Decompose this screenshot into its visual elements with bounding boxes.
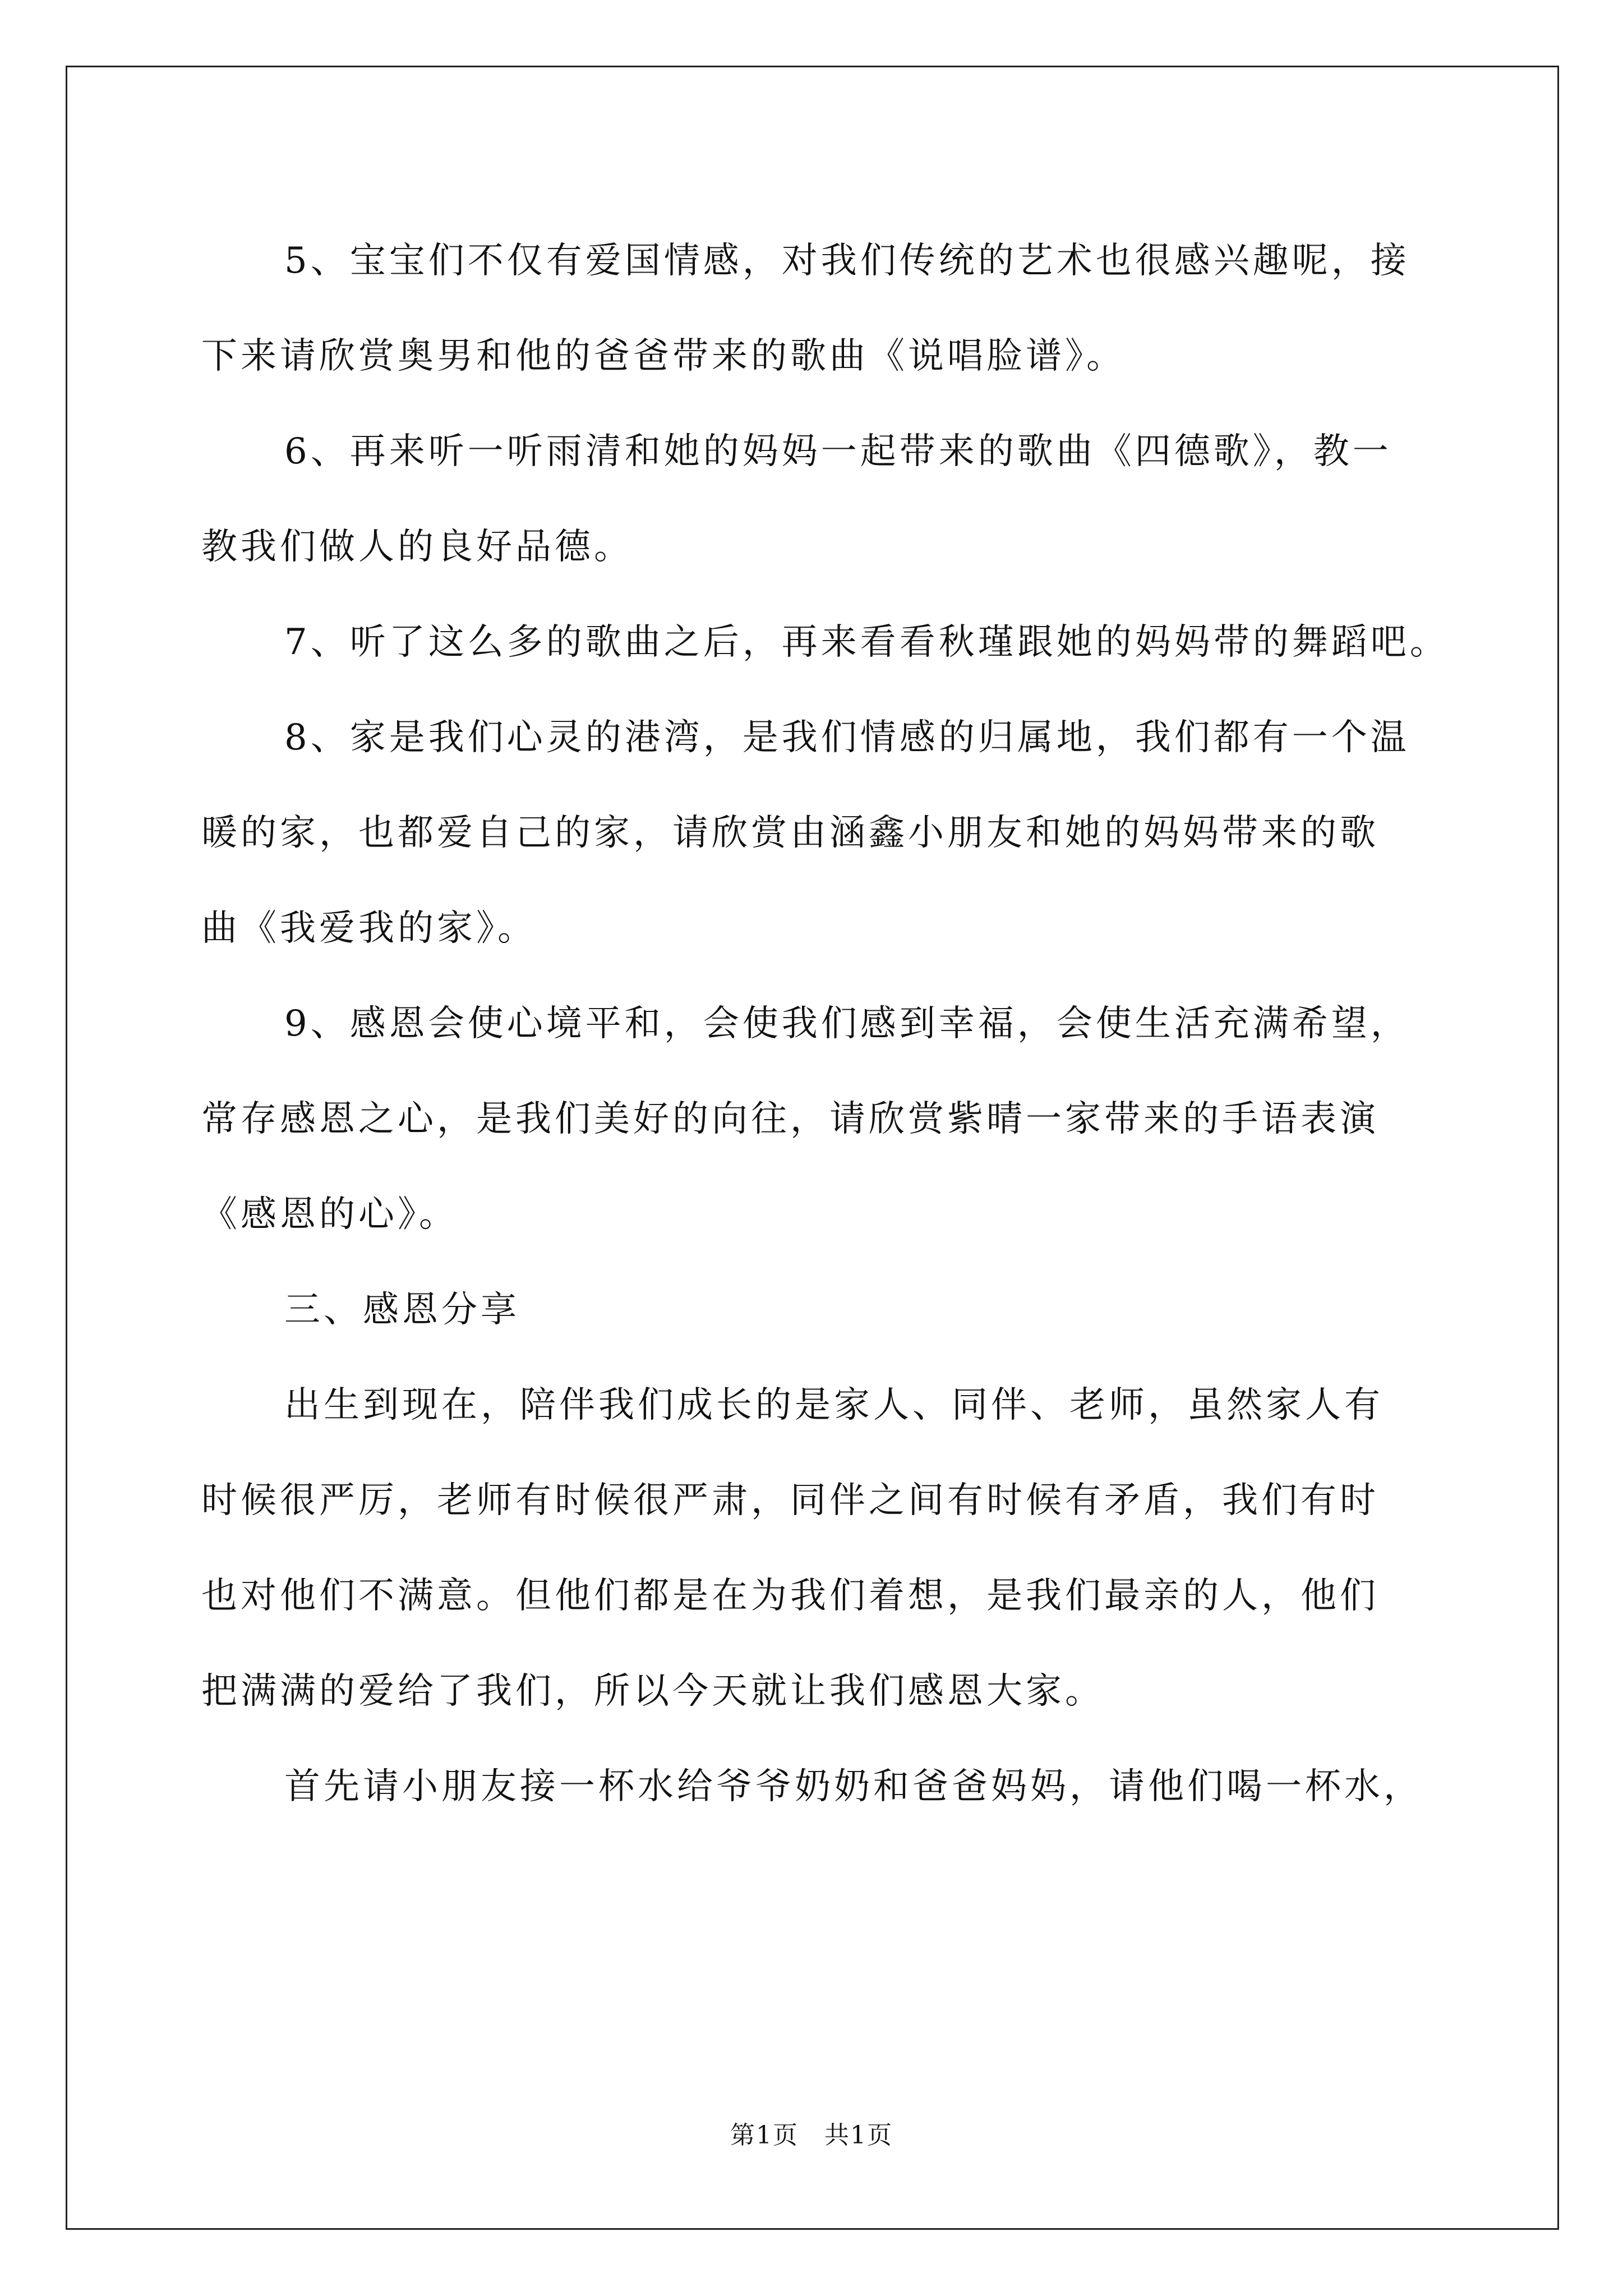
paragraph-item-7 xyxy=(201,595,1449,690)
paragraph-item-9 xyxy=(201,976,1427,1262)
text-line: 出生到现在，陪伴我们成长的是家人、同伴、老师，虽然家人有 xyxy=(284,1384,1384,1426)
paragraph-item-6 xyxy=(201,404,1427,595)
document-body xyxy=(201,213,1449,1834)
section-heading xyxy=(201,1262,1427,1358)
text-line: 9、感恩会使心境平和，会使我们感到幸福，会使生活充满希望， xyxy=(284,1003,1410,1045)
text-line: 下来请欣赏奥男和他的爸爸带来的歌曲《说唱脸谱》。 xyxy=(201,335,1126,377)
paragraph-item-5 xyxy=(201,213,1427,404)
paragraph-item-8 xyxy=(201,690,1427,976)
text-line: 曲《我爱我的家》。 xyxy=(201,908,537,949)
text-line: 6、再来听一听雨清和她的妈妈一起带来的歌曲《四德歌》，教一 xyxy=(284,431,1392,472)
paragraph-water xyxy=(201,1739,1427,1834)
page-footer: 第1页 共1页 xyxy=(730,2121,893,2150)
paragraph-sharing xyxy=(201,1358,1427,1739)
text-line: 也对他们不满意。但他们都是在为我们着想，是我们最亲的人，他们 xyxy=(201,1575,1379,1617)
heading-text: 三、感恩分享 xyxy=(284,1289,520,1331)
text-line: 把满满的爱给了我们，所以今天就让我们感恩大家。 xyxy=(201,1671,1104,1712)
text-line: 5、宝宝们不仅有爱国情感，对我们传统的艺术也很感兴趣呢，接 xyxy=(284,240,1410,282)
text-line: 时候很严厉，老师有时候很严肃，同伴之间有时候有矛盾，我们有时 xyxy=(201,1480,1379,1521)
text-line: 8、家是我们心灵的港湾，是我们情感的归属地，我们都有一个温 xyxy=(284,717,1410,758)
text-line: 教我们做人的良好品德。 xyxy=(201,526,633,568)
text-line: 首先请小朋友接一杯水给爷爷奶奶和爸爸妈妈，请他们喝一杯水， xyxy=(284,1766,1423,1807)
text-line: 暖的家，也都爱自己的家，请欣赏由涵鑫小朋友和她的妈妈带来的歌 xyxy=(201,812,1379,854)
text-line: 7、听了这么多的歌曲之后，再来看看秋瑾跟她的妈妈带的舞蹈吧。 xyxy=(284,622,1449,663)
text-line: 《感恩的心》。 xyxy=(201,1194,458,1235)
text-line: 常存感恩之心，是我们美好的向往，请欣赏紫晴一家带来的手语表演 xyxy=(201,1098,1379,1140)
